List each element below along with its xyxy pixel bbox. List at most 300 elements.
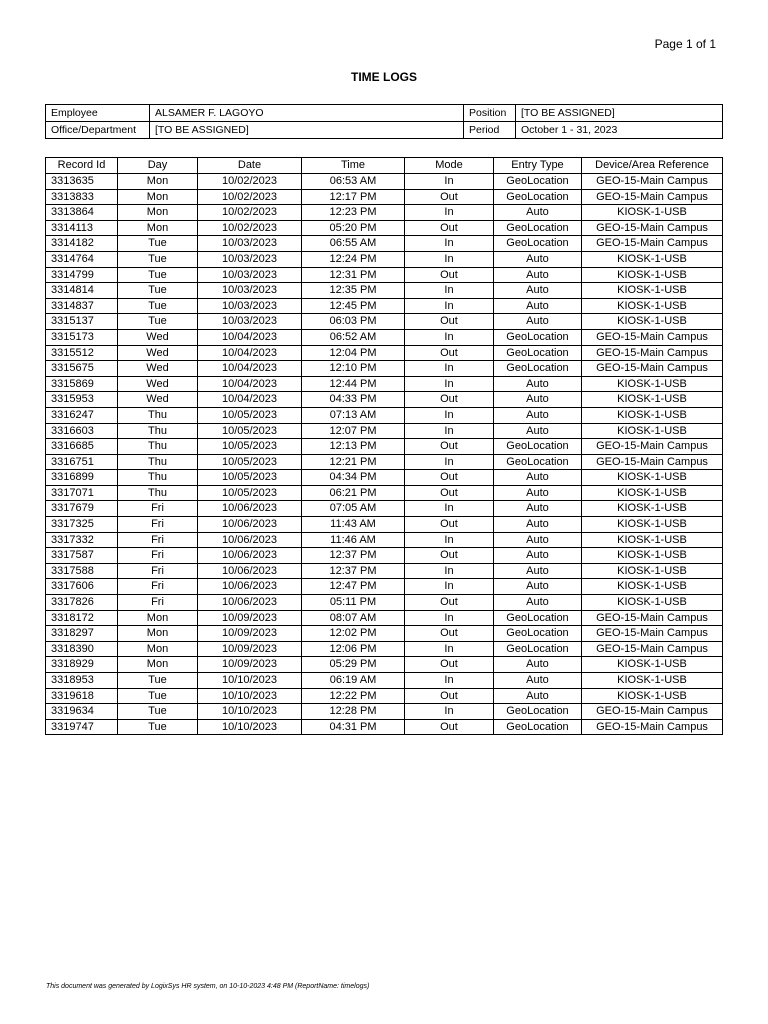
mode-cell: Out [405,220,494,236]
day-cell: Fri [118,501,198,517]
mode-cell: In [405,454,494,470]
device-cell: KIOSK-1-USB [582,673,723,689]
date-cell: 10/10/2023 [198,719,302,735]
position-value: [TO BE ASSIGNED] [516,105,723,122]
employee-info-table [45,104,723,139]
table-row [46,345,723,361]
mode-cell: In [405,376,494,392]
record-id-cell: 3316603 [46,423,118,439]
record-id-cell: 3317071 [46,485,118,501]
day-cell: Wed [118,329,198,345]
table-row [46,688,723,704]
record-id-cell: 3314764 [46,251,118,267]
position-label: Position [464,105,516,122]
entry-type-cell: Auto [494,314,582,330]
device-cell: GEO-15-Main Campus [582,236,723,252]
device-cell: KIOSK-1-USB [582,595,723,611]
record-id-cell: 3315137 [46,314,118,330]
entry-type-cell: Auto [494,423,582,439]
table-row [46,673,723,689]
day-cell: Thu [118,454,198,470]
column-header-record-id: Record Id [46,158,118,174]
table-row [46,423,723,439]
record-id-cell: 3318929 [46,657,118,673]
device-cell: KIOSK-1-USB [582,283,723,299]
date-cell: 10/03/2023 [198,267,302,283]
device-cell: KIOSK-1-USB [582,251,723,267]
mode-cell: In [405,205,494,221]
entry-type-cell: Auto [494,517,582,533]
date-cell: 10/06/2023 [198,579,302,595]
table-row [46,205,723,221]
time-cell: 12:04 PM [302,345,405,361]
entry-type-cell: Auto [494,470,582,486]
column-header-time: Time [302,158,405,174]
entry-type-cell: GeoLocation [494,220,582,236]
record-id-cell: 3315173 [46,329,118,345]
time-cell: 11:43 AM [302,517,405,533]
day-cell: Mon [118,626,198,642]
date-cell: 10/05/2023 [198,423,302,439]
time-cell: 07:05 AM [302,501,405,517]
date-cell: 10/04/2023 [198,392,302,408]
day-cell: Thu [118,423,198,439]
date-cell: 10/04/2023 [198,376,302,392]
time-cell: 04:31 PM [302,719,405,735]
record-id-cell: 3319747 [46,719,118,735]
day-cell: Mon [118,174,198,190]
time-cell: 12:24 PM [302,251,405,267]
entry-type-cell: GeoLocation [494,174,582,190]
mode-cell: In [405,579,494,595]
day-cell: Tue [118,704,198,720]
date-cell: 10/02/2023 [198,189,302,205]
time-cell: 06:52 AM [302,329,405,345]
date-cell: 10/06/2023 [198,595,302,611]
record-id-cell: 3318953 [46,673,118,689]
device-cell: KIOSK-1-USB [582,470,723,486]
column-header-date: Date [198,158,302,174]
device-cell: GEO-15-Main Campus [582,454,723,470]
record-id-cell: 3317588 [46,563,118,579]
entry-type-cell: GeoLocation [494,189,582,205]
device-cell: KIOSK-1-USB [582,657,723,673]
mode-cell: Out [405,314,494,330]
record-id-cell: 3316685 [46,439,118,455]
record-id-cell: 3314799 [46,267,118,283]
time-cell: 12:22 PM [302,688,405,704]
day-cell: Mon [118,189,198,205]
day-cell: Wed [118,376,198,392]
date-cell: 10/06/2023 [198,517,302,533]
date-cell: 10/02/2023 [198,174,302,190]
page-number: Page 1 of 1 [654,37,716,51]
mode-cell: Out [405,626,494,642]
entry-type-cell: Auto [494,407,582,423]
time-cell: 12:23 PM [302,205,405,221]
day-cell: Mon [118,657,198,673]
table-row [46,407,723,423]
time-cell: 12:13 PM [302,439,405,455]
entry-type-cell: GeoLocation [494,641,582,657]
table-row [46,392,723,408]
device-cell: KIOSK-1-USB [582,688,723,704]
record-id-cell: 3317332 [46,532,118,548]
entry-type-cell: GeoLocation [494,345,582,361]
device-cell: GEO-15-Main Campus [582,610,723,626]
entry-type-cell: Auto [494,485,582,501]
table-row [46,251,723,267]
time-cell: 12:45 PM [302,298,405,314]
record-id-cell: 3315675 [46,361,118,377]
day-cell: Fri [118,517,198,533]
time-cell: 05:29 PM [302,657,405,673]
day-cell: Thu [118,485,198,501]
day-cell: Tue [118,314,198,330]
mode-cell: Out [405,470,494,486]
time-cell: 12:31 PM [302,267,405,283]
office-value: [TO BE ASSIGNED] [150,122,464,139]
office-info-row [46,122,723,139]
record-id-cell: 3315869 [46,376,118,392]
period-value: October 1 - 31, 2023 [516,122,723,139]
date-cell: 10/04/2023 [198,361,302,377]
table-row [46,283,723,299]
day-cell: Mon [118,610,198,626]
record-id-cell: 3318297 [46,626,118,642]
day-cell: Tue [118,283,198,299]
time-cell: 08:07 AM [302,610,405,626]
table-row [46,470,723,486]
time-cell: 07:13 AM [302,407,405,423]
table-row [46,595,723,611]
day-cell: Tue [118,251,198,267]
date-cell: 10/03/2023 [198,283,302,299]
time-cell: 12:17 PM [302,189,405,205]
record-id-cell: 3313833 [46,189,118,205]
date-cell: 10/09/2023 [198,641,302,657]
date-cell: 10/02/2023 [198,205,302,221]
mode-cell: In [405,532,494,548]
date-cell: 10/09/2023 [198,610,302,626]
time-cell: 05:20 PM [302,220,405,236]
time-cell: 12:47 PM [302,579,405,595]
period-label: Period [464,122,516,139]
time-cell: 12:28 PM [302,704,405,720]
record-id-cell: 3317587 [46,548,118,564]
day-cell: Tue [118,673,198,689]
record-id-cell: 3315512 [46,345,118,361]
day-cell: Fri [118,595,198,611]
entry-type-cell: GeoLocation [494,329,582,345]
day-cell: Fri [118,579,198,595]
mode-cell: In [405,641,494,657]
table-row [46,579,723,595]
device-cell: GEO-15-Main Campus [582,704,723,720]
device-cell: GEO-15-Main Campus [582,626,723,642]
device-cell: KIOSK-1-USB [582,423,723,439]
day-cell: Wed [118,392,198,408]
date-cell: 10/06/2023 [198,563,302,579]
day-cell: Fri [118,532,198,548]
mode-cell: In [405,329,494,345]
mode-cell: In [405,361,494,377]
entry-type-cell: GeoLocation [494,626,582,642]
device-cell: KIOSK-1-USB [582,548,723,564]
entry-type-cell: Auto [494,657,582,673]
entry-type-cell: Auto [494,532,582,548]
time-cell: 12:06 PM [302,641,405,657]
device-cell: KIOSK-1-USB [582,579,723,595]
device-cell: KIOSK-1-USB [582,205,723,221]
entry-type-cell: GeoLocation [494,361,582,377]
time-cell: 12:37 PM [302,548,405,564]
table-row [46,454,723,470]
record-id-cell: 3318390 [46,641,118,657]
column-header-device: Device/Area Reference [582,158,723,174]
time-logs-table [45,157,723,735]
device-cell: KIOSK-1-USB [582,314,723,330]
mode-cell: In [405,236,494,252]
device-cell: GEO-15-Main Campus [582,189,723,205]
time-cell: 11:46 AM [302,532,405,548]
device-cell: GEO-15-Main Campus [582,361,723,377]
day-cell: Tue [118,719,198,735]
time-cell: 12:21 PM [302,454,405,470]
entry-type-cell: Auto [494,205,582,221]
time-logs-body [46,174,723,735]
date-cell: 10/10/2023 [198,688,302,704]
time-cell: 12:37 PM [302,563,405,579]
device-cell: GEO-15-Main Campus [582,220,723,236]
entry-type-cell: Auto [494,595,582,611]
day-cell: Tue [118,298,198,314]
device-cell: GEO-15-Main Campus [582,174,723,190]
date-cell: 10/03/2023 [198,314,302,330]
table-row [46,298,723,314]
table-row [46,267,723,283]
column-header-entry-type: Entry Type [494,158,582,174]
mode-cell: In [405,251,494,267]
entry-type-cell: Auto [494,298,582,314]
time-cell: 12:35 PM [302,283,405,299]
mode-cell: Out [405,595,494,611]
date-cell: 10/06/2023 [198,548,302,564]
day-cell: Fri [118,563,198,579]
office-label: Office/Department [46,122,150,139]
table-row [46,626,723,642]
table-row [46,439,723,455]
device-cell: GEO-15-Main Campus [582,439,723,455]
entry-type-cell: GeoLocation [494,719,582,735]
time-cell: 12:10 PM [302,361,405,377]
entry-type-cell: GeoLocation [494,236,582,252]
mode-cell: In [405,610,494,626]
date-cell: 10/06/2023 [198,501,302,517]
table-row [46,657,723,673]
device-cell: GEO-15-Main Campus [582,329,723,345]
mode-cell: In [405,501,494,517]
time-cell: 06:03 PM [302,314,405,330]
mode-cell: Out [405,688,494,704]
day-cell: Tue [118,267,198,283]
record-id-cell: 3314182 [46,236,118,252]
mode-cell: In [405,423,494,439]
device-cell: KIOSK-1-USB [582,392,723,408]
mode-cell: Out [405,657,494,673]
time-cell: 05:11 PM [302,595,405,611]
date-cell: 10/03/2023 [198,251,302,267]
date-cell: 10/09/2023 [198,626,302,642]
entry-type-cell: Auto [494,563,582,579]
device-cell: KIOSK-1-USB [582,532,723,548]
table-row [46,174,723,190]
date-cell: 10/04/2023 [198,345,302,361]
table-row [46,220,723,236]
record-id-cell: 3317679 [46,501,118,517]
table-row [46,236,723,252]
day-cell: Thu [118,470,198,486]
time-cell: 06:55 AM [302,236,405,252]
device-cell: GEO-15-Main Campus [582,719,723,735]
entry-type-cell: GeoLocation [494,439,582,455]
date-cell: 10/10/2023 [198,704,302,720]
mode-cell: In [405,563,494,579]
date-cell: 10/03/2023 [198,298,302,314]
table-row [46,501,723,517]
date-cell: 10/02/2023 [198,220,302,236]
employee-value: ALSAMER F. LAGOYO [150,105,464,122]
day-cell: Wed [118,345,198,361]
mode-cell: Out [405,485,494,501]
entry-type-cell: Auto [494,267,582,283]
time-cell: 06:19 AM [302,673,405,689]
generated-note: This document was generated by LogixSys HR system, on 10-10-2023 4:48 PM (ReportName: timelogs) [46,983,370,990]
entry-type-cell: GeoLocation [494,704,582,720]
record-id-cell: 3316899 [46,470,118,486]
day-cell: Tue [118,236,198,252]
mode-cell: In [405,298,494,314]
entry-type-cell: Auto [494,376,582,392]
table-row [46,329,723,345]
employee-info-row [46,105,723,122]
time-cell: 04:33 PM [302,392,405,408]
table-row [46,314,723,330]
device-cell: KIOSK-1-USB [582,485,723,501]
date-cell: 10/05/2023 [198,439,302,455]
record-id-cell: 3316751 [46,454,118,470]
entry-type-cell: Auto [494,688,582,704]
date-cell: 10/05/2023 [198,454,302,470]
day-cell: Thu [118,439,198,455]
mode-cell: Out [405,392,494,408]
entry-type-cell: Auto [494,501,582,517]
record-id-cell: 3314837 [46,298,118,314]
table-row [46,361,723,377]
mode-cell: Out [405,345,494,361]
entry-type-cell: GeoLocation [494,454,582,470]
table-row [46,485,723,501]
date-cell: 10/05/2023 [198,485,302,501]
table-row [46,704,723,720]
table-row [46,376,723,392]
entry-type-cell: Auto [494,579,582,595]
date-cell: 10/09/2023 [198,657,302,673]
table-row [46,517,723,533]
entry-type-cell: Auto [494,392,582,408]
day-cell: Mon [118,220,198,236]
mode-cell: Out [405,548,494,564]
time-cell: 06:21 PM [302,485,405,501]
date-cell: 10/04/2023 [198,329,302,345]
day-cell: Thu [118,407,198,423]
device-cell: KIOSK-1-USB [582,501,723,517]
mode-cell: Out [405,719,494,735]
day-cell: Mon [118,641,198,657]
table-row [46,563,723,579]
page-title: TIME LOGS [351,70,417,84]
mode-cell: In [405,407,494,423]
mode-cell: In [405,704,494,720]
record-id-cell: 3318172 [46,610,118,626]
employee-label: Employee [46,105,150,122]
device-cell: GEO-15-Main Campus [582,641,723,657]
device-cell: KIOSK-1-USB [582,517,723,533]
device-cell: KIOSK-1-USB [582,407,723,423]
date-cell: 10/10/2023 [198,673,302,689]
table-row [46,610,723,626]
mode-cell: In [405,673,494,689]
device-cell: KIOSK-1-USB [582,376,723,392]
time-cell: 12:44 PM [302,376,405,392]
device-cell: KIOSK-1-USB [582,298,723,314]
table-row [46,719,723,735]
entry-type-cell: GeoLocation [494,610,582,626]
table-row [46,532,723,548]
table-row [46,641,723,657]
record-id-cell: 3319634 [46,704,118,720]
record-id-cell: 3317325 [46,517,118,533]
mode-cell: Out [405,439,494,455]
record-id-cell: 3317606 [46,579,118,595]
time-cell: 12:07 PM [302,423,405,439]
time-cell: 12:02 PM [302,626,405,642]
device-cell: KIOSK-1-USB [582,563,723,579]
time-cell: 04:34 PM [302,470,405,486]
day-cell: Tue [118,688,198,704]
record-id-cell: 3313864 [46,205,118,221]
day-cell: Wed [118,361,198,377]
record-id-cell: 3315953 [46,392,118,408]
mode-cell: In [405,283,494,299]
date-cell: 10/05/2023 [198,470,302,486]
mode-cell: Out [405,189,494,205]
entry-type-cell: Auto [494,673,582,689]
entry-type-cell: Auto [494,548,582,564]
day-cell: Fri [118,548,198,564]
time-cell: 06:53 AM [302,174,405,190]
record-id-cell: 3313635 [46,174,118,190]
column-header-day: Day [118,158,198,174]
day-cell: Mon [118,205,198,221]
table-row [46,548,723,564]
record-id-cell: 3314814 [46,283,118,299]
mode-cell: Out [405,517,494,533]
record-id-cell: 3316247 [46,407,118,423]
device-cell: KIOSK-1-USB [582,267,723,283]
mode-cell: Out [405,267,494,283]
table-row [46,189,723,205]
